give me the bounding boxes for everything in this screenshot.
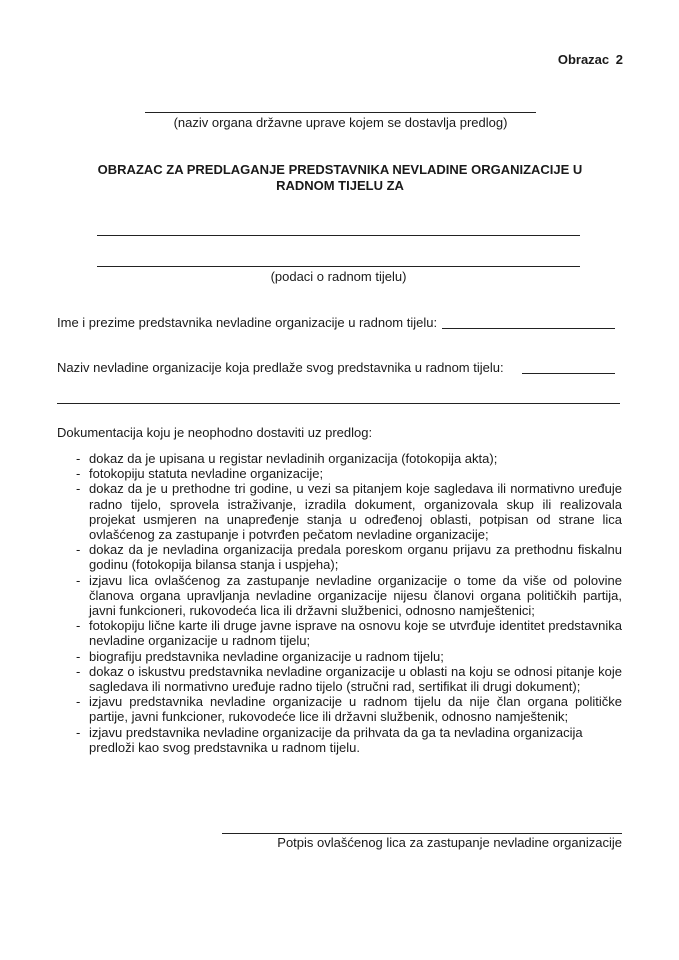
form-number: Obrazac 2 [557, 52, 623, 67]
documents-list [60, 451, 622, 755]
list-item: - fotokopiju statuta nevladine organizacije; [60, 466, 622, 481]
signature-caption: Potpis ovlašćenog lica za zastupanje nevladine organizacije [277, 835, 622, 850]
title-line-1: OBRAZAC ZA PREDLAGANJE PREDSTAVNIKA NEVLADINE ORGANIZACIJE U [97, 162, 583, 177]
form-title [60, 162, 620, 194]
body-line-2[interactable] [97, 266, 580, 267]
ngo-input-line-2[interactable] [57, 403, 620, 404]
ngo-input-line[interactable] [522, 373, 615, 374]
organ-caption: (naziv organa državne uprave kojem se dostavlja predlog) [173, 115, 508, 130]
signature-line[interactable] [222, 833, 622, 834]
representative-input-line[interactable] [442, 328, 615, 329]
list-item: - dokaz o iskustvu predstavnika nevladine organizacije u oblasti na koju se odnosi pitanje koje sagledava ili normativno uređuje radno tijelo (stručni rad, sertifikat ili drugi dokument); [60, 664, 622, 694]
list-item: - izjavu predstavnika nevladine organizacije u radnom tijelu da nije član organa političke partije, javni funkcioner, rukovodeće lice ili državni službenik, odnosno namještenik; [60, 694, 622, 724]
documentation-heading: Dokumentacija koju je neophodno dostaviti uz predlog: [57, 425, 373, 440]
list-item: - dokaz da je nevladina organizacija predala poreskom organu prijavu za prethodnu fiskalnu godinu (fotokopija bilansa stanja i uspjeha); [60, 542, 622, 572]
list-item: - izjavu lica ovlašćenog za zastupanje nevladine organizacije o tome da više od polovine članova organa upravljanja nevladine organizacije nijesu članovi organa političkih partija, javni funkcioneri, rukovodeća lica ili državni službenici, odnosno namještenici; [60, 573, 622, 619]
representative-label: Ime i prezime predstavnika nevladine organizacije u radnom tijelu: [57, 315, 438, 330]
body-caption: (podaci o radnom tijelu) [270, 269, 407, 284]
ngo-label: Naziv nevladine organizacije koja predlaže svog predstavnika u radnom tijelu: [57, 360, 504, 375]
body-line-1[interactable] [97, 235, 580, 236]
list-item: - fotokopiju lične karte ili druge javne isprave na osnovu koje se utvrđuje identitet predstavnika nevladine organizacije u radnom tijelu; [60, 618, 622, 648]
organ-name-line[interactable] [145, 112, 536, 113]
list-item: - biografiju predstavnika nevladine organizacije u radnom tijelu; [60, 649, 622, 664]
list-item: - izjavu predstavnika nevladine organizacije da prihvata da ga ta nevladina organizacija predloži kao svog predstavnika u radnom tijelu. [60, 725, 622, 755]
list-item: - dokaz da je upisana u registar nevladinih organizacija (fotokopija akta); [60, 451, 622, 466]
title-line-2: RADNOM TIJELU ZA [276, 178, 404, 193]
list-item: - dokaz da je u prethodne tri godine, u vezi sa pitanjem koje sagledava ili normativno uređuje radno tijelo, sprovela istraživanje, izradila dokument, organizovala skup ili realizovala projekat usmjeren na unapređenje stanja u određenoj oblasti, potpisan od strane lica ovlašćenog za zastupanje i potvrđen pečatom nevladine organizacije; [60, 481, 622, 542]
